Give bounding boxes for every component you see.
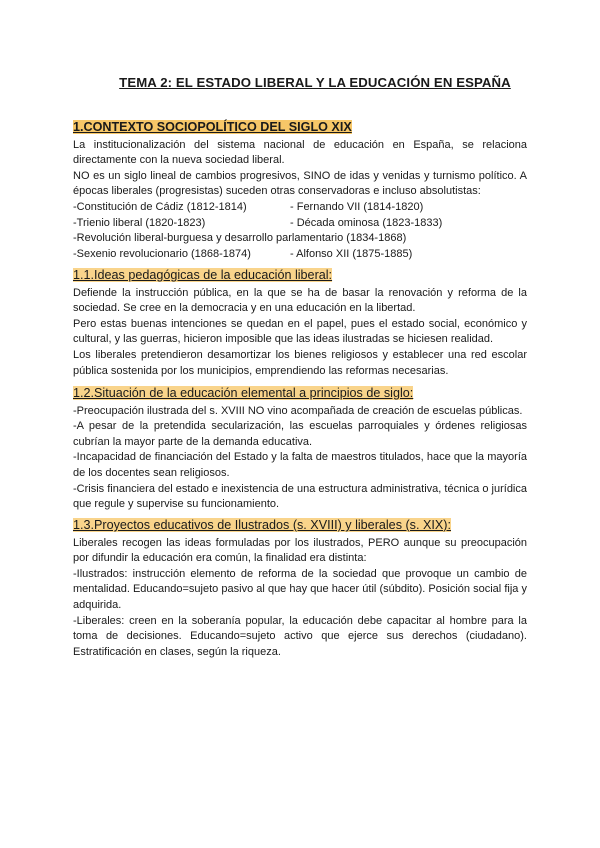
paragraph: -Crisis financiera del estado e inexistencia de una estructura administrativa, técnica o jurídica que regule y supervise su funcionamiento. <box>73 482 527 511</box>
subsection-heading: 1.3.Proyectos educativos de Ilustrados (s. XVIII) y liberales (s. XIX): <box>73 518 451 532</box>
paragraph: -Preocupación ilustrada del s. XVIII NO vino acompañada de creación de escuelas públicas. <box>73 404 523 417</box>
period-row <box>73 200 527 216</box>
subsection-heading: 1.1.Ideas pedagógicas de la educación liberal: <box>73 268 333 282</box>
period-row <box>73 247 527 263</box>
paragraph: Pero estas buenas intenciones se quedan en el papel, pues el estado social, económico y cultural, y las guerras, hicieron imposible que las ideas ilustradas se hiciesen realidad. <box>73 317 527 346</box>
period-left: -Constitución de Cádiz (1812-1814) <box>73 200 247 213</box>
paragraph: -Incapacidad de financiación del Estado y la falta de maestros titulados, hace que la mayoría de los docentes sean religiosos. <box>73 451 527 479</box>
paragraph: NO es un siglo lineal de cambios progresivos, SINO de idas y venidas y turnismo político. A épocas liberales (progresistas) suceden otras conservadoras e incluso absolutistas: <box>73 169 527 198</box>
paragraph: -Ilustrados: instrucción elemento de reforma de la sociedad que provoque un cambio de mentalidad. Educando=sujeto pasivo al que hay que hacer útil (súbdito). Posición social fija y adquirida. <box>73 567 527 611</box>
subsection-heading: 1.2.Situación de la educación elemental a principios de siglo: <box>73 386 414 400</box>
paragraph: Defiende la instrucción pública, en la que se ha de basar la renovación y reforma de la sociedad. Se cree en la democracia y en una educación en la libertad. <box>73 286 527 315</box>
period-right: - Fernando VII (1814-1820) <box>290 200 424 213</box>
paragraph: -Liberales: creen en la soberanía popular, la educación debe capacitar al hombre para la toma de decisiones. Educando=sujeto activo que ejerce sus derechos (ciudadano). Estratificación en clases, según la riqueza. <box>73 614 527 658</box>
section-contexto <box>73 120 527 262</box>
period-left: -Sexenio revolucionario (1868-1874) <box>73 247 251 260</box>
period-left: -Revolución liberal-burguesa y desarrollo parlamentario (1834-1868) <box>73 232 407 245</box>
section-situacion-educacion <box>73 386 527 513</box>
period-row <box>73 231 527 247</box>
section-ideas-pedagogicas <box>73 268 527 379</box>
period-row <box>73 216 527 232</box>
paragraph: -A pesar de la pretendida secularización, las escuelas parroquiales y órdenes religiosas cubrían la mayor parte de la demanda educativa. <box>73 420 527 448</box>
paragraph: Los liberales pretendieron desamortizar los bienes religiosos y establecer una red escolar pública sostenida por los municipios, emprendiendo las reformas necesarias. <box>73 348 527 377</box>
paragraph: La institucionalización del sistema nacional de educación en España, se relaciona directamente con la nueva sociedad liberal. <box>73 138 527 167</box>
page-title: TEMA 2: EL ESTADO LIBERAL Y LA EDUCACIÓN EN ESPAÑA <box>119 75 511 90</box>
section-heading: 1.CONTEXTO SOCIOPOLÍTICO DEL SIGLO XIX <box>73 120 352 134</box>
section-proyectos-educativos <box>73 518 527 660</box>
period-right: - Alfonso XII (1875-1885) <box>290 247 413 260</box>
period-right: - Década ominosa (1823-1833) <box>290 216 443 229</box>
paragraph: Liberales recogen las ideas formuladas por los ilustrados, PERO aunque su preocupación por difundir la educación era común, la finalidad era distinta: <box>73 536 527 565</box>
period-left: -Trienio liberal (1820-1823) <box>73 216 206 229</box>
